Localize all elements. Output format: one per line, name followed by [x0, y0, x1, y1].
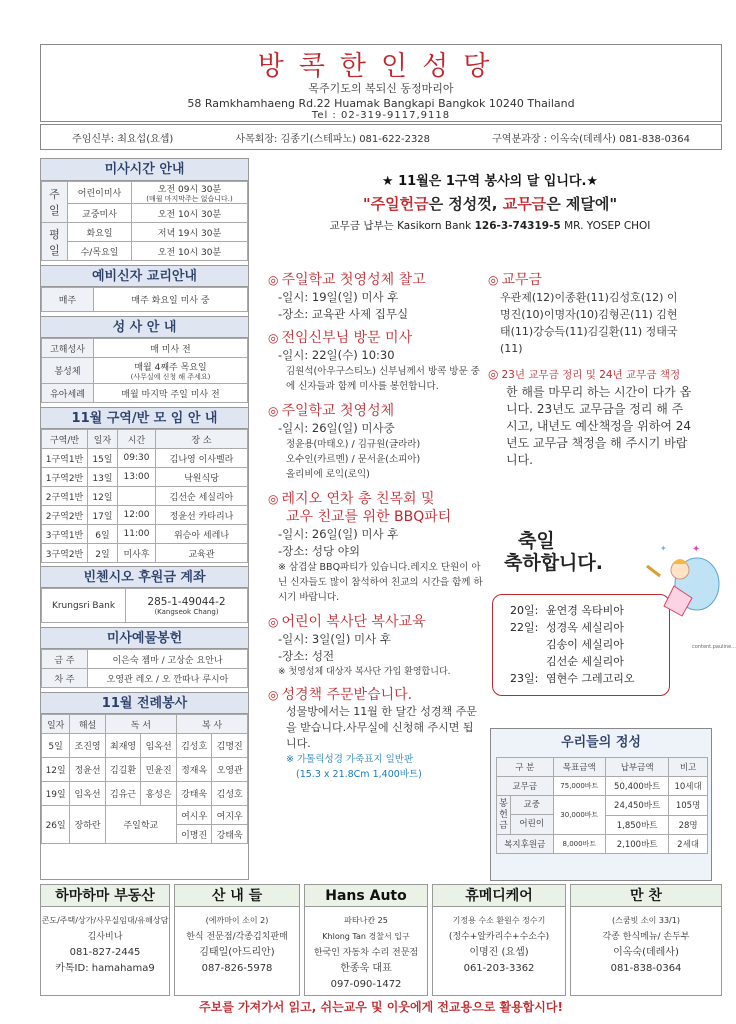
- ad-body: [571, 907, 721, 977]
- table-cell: 13일: [88, 468, 118, 487]
- offering-box: [490, 728, 712, 881]
- bullet-icon: ◎: [268, 492, 279, 506]
- table-cell: 여지우: [212, 806, 248, 825]
- column-header: 구역/반: [42, 430, 88, 449]
- gathering-table: [41, 429, 248, 563]
- s3-date: -일시: 26일(일) 미사중: [278, 421, 395, 435]
- table-cell: 김나영 이사벨라: [156, 449, 248, 468]
- ad-body: [175, 907, 299, 977]
- table-cell: 3구역2반: [42, 544, 88, 563]
- table-cell: 김명진: [212, 734, 248, 758]
- kids-time: 오전 09시 30분 (매월 마지막주는 없습니다.): [132, 182, 248, 204]
- table-row: [42, 449, 248, 468]
- column-header: 일자: [88, 430, 118, 449]
- footer: [40, 884, 722, 1016]
- offering-label-vertical: 봉헌금: [499, 798, 508, 831]
- s5-note: ※ 첫영성체 대상자 복사단 가입 환영합니다.: [278, 667, 451, 677]
- table-cell: 17일: [88, 506, 118, 525]
- column-header: 목표금액: [553, 758, 606, 777]
- catechumen-table: 매주 매주 화요일 미사 중: [41, 287, 248, 312]
- table-cell: 2구역1반: [42, 487, 88, 506]
- table-cell: 1구역1반: [42, 449, 88, 468]
- bullet-icon: ◎: [488, 273, 499, 287]
- list-item: 김송이 세실리아: [546, 638, 624, 651]
- table-row: [42, 525, 248, 544]
- table-cell: 정재옥: [176, 758, 212, 782]
- table-header: [42, 715, 248, 734]
- offering-title: 우리들의 정성: [561, 735, 641, 750]
- bank-info: 교무금 납부는 Kasikorn Bank 126-3-74319-5 MR. YOSEP CHOI: [329, 220, 651, 232]
- ad-line: 087-826-5978: [201, 963, 273, 974]
- table-cell: 주일학교: [105, 806, 176, 844]
- s5-title: ◎ 어린이 복사단 복사교육: [268, 614, 426, 630]
- liturgy-table: [41, 714, 248, 844]
- table-cell: 12일: [88, 487, 118, 506]
- table-cell: 교육관: [156, 544, 248, 563]
- header: [40, 44, 722, 122]
- s8-title: ◎ 23년 교무금 정리 및 24년 교무금 책정: [488, 367, 681, 381]
- birthday-list: [510, 602, 635, 687]
- column-header: 장 소: [156, 430, 248, 449]
- ad-box: [40, 884, 170, 996]
- svg-text:✦: ✦: [660, 544, 667, 553]
- sacrament-table: 고해성사 매 미사 전 봉성체 매월 4째주 목요일 (사무실에 신청 해 주세요) 유아세례 매월 마지막 주일 미사 전: [41, 338, 248, 403]
- table-row: [42, 544, 248, 563]
- table-cell: 위승아 세레나: [156, 525, 248, 544]
- ad-name: 하마하마 부동산: [41, 885, 169, 907]
- table-cell: 3구역1반: [42, 525, 88, 544]
- staff-bar: [40, 124, 722, 150]
- s2-desc: 김원석(아우구스티노) 신부님께서 방콕 방문 중에 신자들과 함께 미사를 봉헌합니다.: [286, 366, 480, 392]
- s2-title: ◎ 전임신부님 방문 미사: [268, 330, 413, 346]
- general-time: 오전 10시 30분: [132, 204, 248, 223]
- vincent-title: 빈첸시오 후원금 계좌: [41, 566, 248, 588]
- announcements-right: [488, 271, 720, 469]
- table-cell: 미사후: [118, 544, 156, 563]
- table-row: [42, 734, 248, 758]
- ad-line: 한종욱 대표: [340, 963, 392, 974]
- s2-date: -일시: 22일(수) 10:30: [278, 348, 395, 362]
- ad-box: [570, 884, 722, 996]
- sacrament-title: 성 사 안 내: [41, 316, 248, 338]
- table-cell: 김성호: [212, 782, 248, 806]
- ad-line: 한국인 자동차 수리 전문점: [313, 948, 419, 958]
- table-cell: 임옥선: [141, 734, 177, 758]
- pastor: 주임신부: 최요섭(요셉): [72, 133, 174, 145]
- ad-line: (에까마이 소이 2): [205, 916, 269, 925]
- s6-note: ※ 가톨릭성경 가죽표지 일반판: [286, 754, 414, 765]
- mass-table: [41, 181, 248, 261]
- ad-name: Hans Auto: [305, 885, 427, 907]
- tue-label: 화요일: [68, 223, 132, 242]
- birthday-title-2: 축하합니다.: [504, 552, 603, 574]
- table-cell: 여시우: [176, 806, 212, 825]
- table-cell: 19일: [42, 782, 70, 806]
- table-cell: 정윤선: [70, 758, 106, 782]
- table-row: [42, 487, 248, 506]
- s4-date: -일시: 26일(일) 미사 후: [278, 527, 399, 541]
- sunday-label: 주 일: [42, 182, 68, 223]
- birthday-title-1: 축일: [518, 530, 555, 552]
- s4-note: ※ 삼겹살 BBQ파티가 있습니다.레지오 단원이 아닌 신자들도 많이 참석하여 친교의 시간을 함께 하시기 바랍니다.: [278, 562, 483, 603]
- table-cell: 김선순 세실리아: [156, 487, 248, 506]
- list-item: 김선순 세실리아: [546, 655, 624, 668]
- vincent-table: Krungsri Bank 285-1-49044-2 (Kangseok Chang): [41, 588, 248, 623]
- bullet-icon: ◎: [268, 273, 279, 287]
- table-cell: 오영관: [212, 758, 248, 782]
- column-header: 복 사: [176, 715, 247, 734]
- ad-line: Khlong Tan 경찰서 입구: [322, 932, 410, 941]
- ad-line: 한식 전문점/각종김치판매: [186, 932, 288, 942]
- wedsat-time: 오전 10시 30분: [132, 242, 248, 261]
- table-cell: 26일: [42, 806, 70, 844]
- wedsat-label: 수/목요일: [68, 242, 132, 261]
- right-column: [258, 158, 736, 850]
- list-item: 23일: 염현수 그레고리오: [510, 672, 635, 685]
- s3-title: ◎ 주일학교 첫영성체: [268, 403, 395, 419]
- s1-place: -장소: 교육관 사제 집무실: [278, 307, 409, 321]
- table-cell: 김길환: [105, 758, 141, 782]
- ad-line: 081-827-2445: [69, 947, 141, 958]
- ad-line: 카톡ID: hamahama9: [55, 963, 155, 974]
- column-header: 시간: [118, 430, 156, 449]
- service-table: 금 주 이은숙 젬마 / 고상순 요안나 차 주 오영관 레오 / 오 깐따나 루시아: [41, 649, 248, 688]
- ad-line: 이명진 (요셉): [469, 947, 529, 958]
- table-cell: 13:00: [118, 468, 156, 487]
- announcements-left: [268, 271, 483, 782]
- offering-table: 구 분 목표금액 납부금액 비고 교무금 75,000바트 50,400바트 10세대 봉헌금 교중 어린이 30,000바트 24,450바트 105명 1,850바트 28명 복지후원금 8,000바트 2,100바트 2세대: [496, 757, 708, 854]
- table-cell: 장하란: [70, 806, 106, 844]
- table-cell: 15일: [88, 449, 118, 468]
- table-cell: 정윤선 카타리나: [156, 506, 248, 525]
- column-header: 납부금액: [606, 758, 669, 777]
- kids-mass: 어린이미사: [68, 182, 132, 204]
- weekday-label: 평 일: [42, 223, 68, 261]
- ad-line: 061-203-3362: [463, 963, 535, 974]
- ad-line: 김태일(아드리안): [199, 947, 275, 958]
- table-cell: 김성호: [176, 734, 212, 758]
- left-column: [40, 158, 249, 880]
- column-header: 일자: [42, 715, 70, 734]
- liturgy-title: 11월 전례봉사: [41, 692, 248, 714]
- ad-line: 이옥숙(데레사): [613, 947, 679, 958]
- ad-name: 산 내 들: [175, 885, 299, 907]
- table-row: [42, 506, 248, 525]
- s3-names-1: 정윤용(마태오) / 김규원(글라라): [286, 439, 421, 450]
- month-notice: ★ 11월은 1구역 봉사의 달 입니다.★: [381, 174, 599, 189]
- table-cell: 강태욱: [176, 782, 212, 806]
- s1-title: ◎ 주일학교 첫영성체 찰고: [268, 272, 426, 288]
- bullet-icon: ◎: [488, 367, 499, 381]
- bullet-icon: ◎: [268, 331, 279, 345]
- table-cell: 낙원식당: [156, 468, 248, 487]
- bullet-icon: ◎: [268, 404, 279, 418]
- s6-title: ◎ 성경책 주문받습니다.: [268, 687, 413, 703]
- gathering-title: 11월 구역/반 모 임 안 내: [41, 407, 248, 429]
- ad-line: 파타나칸 25: [344, 916, 388, 925]
- ad-name: 만 찬: [571, 885, 721, 907]
- table-cell: 11:00: [118, 525, 156, 544]
- image-credit: content.pauline...: [692, 644, 736, 650]
- ad-body: [41, 907, 169, 977]
- ad-box: [304, 884, 428, 996]
- column-header: 해설: [70, 715, 106, 734]
- table-cell: 09:30: [118, 449, 156, 468]
- list-item: 22일: 성경옥 세실리아: [510, 621, 624, 634]
- column-header: 구 분: [497, 758, 554, 777]
- svg-text:✦: ✦: [692, 544, 701, 555]
- table-header: [42, 430, 248, 449]
- ad-body: [433, 907, 565, 977]
- s5-date: -일시: 3일(일) 미사 후: [278, 632, 392, 646]
- column-header: 독 서: [105, 715, 176, 734]
- list-item: 20일: 윤연경 옥타비아: [510, 604, 624, 617]
- offering-slogan: "주일헌금은 정성껏, 교무금은 제달에": [362, 195, 618, 213]
- ad-line: 김사비나: [87, 932, 123, 942]
- table-row: [42, 806, 248, 825]
- ad-body: [305, 907, 427, 993]
- table-cell: 이명진: [176, 825, 212, 844]
- table-row: [42, 758, 248, 782]
- ad-line: 콘도/주택/상가/사무실임대/유해상담: [41, 916, 169, 925]
- table-row: [42, 782, 248, 806]
- table-cell: 임옥선: [70, 782, 106, 806]
- table-row: [42, 468, 248, 487]
- s4-title-2: 교우 친교를 위한 BBQ파티: [286, 509, 452, 525]
- service-title: 미사예물봉헌: [41, 627, 248, 649]
- bullet-icon: ◎: [268, 688, 279, 702]
- council-head: 사목회장: 김종기(스테파노) 081-622-2328: [235, 133, 431, 145]
- ad-line: 081-838-0364: [610, 963, 682, 974]
- ad-line: (스쿰빗 소이 33/1): [612, 916, 680, 925]
- ad-line: 기정용 수소 환원수 정수기: [452, 916, 546, 925]
- table-cell: [118, 487, 156, 506]
- table-cell: 2구역2반: [42, 506, 88, 525]
- s8-body: 한 해를 마무리 하는 시간이 다가 옵니다. 23년도 교무금을 정리 해 주시고, 내년도 예산책정을 위하여 24년도 교무금 책정을 해 주시기 바랍니다.: [506, 385, 692, 467]
- ad-name: 휴메디케어: [433, 885, 565, 907]
- s7-title: ◎ 교무금: [488, 272, 543, 288]
- s4-place: -장소: 성당 야외: [278, 544, 360, 558]
- church-address: 58 Ramkhamhaeng Rd.22 Huamak Bangkapi Bangkok 10240 Thailand: [187, 97, 575, 110]
- s3-names-2: 오수인(카르멘) / 문서윤(소피아): [286, 454, 421, 465]
- table-cell: 1구역2반: [42, 468, 88, 487]
- church-title: 방콕한인성당: [257, 51, 505, 82]
- table-cell: 12일: [42, 758, 70, 782]
- ad-line: 097-090-1472: [330, 979, 402, 990]
- district-head: 구역분과장 : 이옥숙(데레사) 081-838-0364: [492, 133, 690, 145]
- table-cell: 조진영: [70, 734, 106, 758]
- table-cell: 6일: [88, 525, 118, 544]
- ad-box: [174, 884, 300, 996]
- s6-size: (15.3 x 21.8Cm 1,400바트): [296, 769, 422, 780]
- s5-place: -장소: 성전: [278, 649, 335, 663]
- table-cell: 5일: [42, 734, 70, 758]
- table-cell: 홍성은: [141, 782, 177, 806]
- s7-names: 우관제(12)이종환(11)김성호(12) 이명진(10)이명자(10)김형곤(11) 김현태(11)강승득(11)김길환(11) 정태국(11): [500, 291, 678, 355]
- mass-title: 미사시간 안내: [41, 159, 248, 181]
- table-cell: 최재영: [105, 734, 141, 758]
- s6-desc: 성물방에서는 11월 한 달간 성경책 주문을 받습니다.사무실에 신청해 주시면 됩니다.: [286, 705, 477, 750]
- s4-title: ◎ 레지오 연차 총 친목회 및: [268, 491, 435, 507]
- bullet-icon: ◎: [268, 615, 279, 629]
- ad-line: (정수+알카리수+수소수): [448, 932, 550, 942]
- column-header: 비고: [669, 758, 708, 777]
- closing-slogan: 주보를 가져가서 읽고, 쉬는교우 및 이웃에게 전교용으로 활용합시다!: [199, 1000, 563, 1014]
- general-mass: 교중미사: [68, 204, 132, 223]
- tue-time: 저녁 19시 30분: [132, 223, 248, 242]
- table-cell: 민윤진: [141, 758, 177, 782]
- table-cell: 김유근: [105, 782, 141, 806]
- church-tel: Tel : 02-319-9117,9118: [311, 110, 451, 121]
- s1-date: -일시: 19일(일) 미사 후: [278, 290, 399, 304]
- ad-box: [432, 884, 566, 996]
- table-cell: 2일: [88, 544, 118, 563]
- birthday-box: [504, 530, 736, 725]
- angel-icon: [652, 536, 722, 646]
- catechumen-title: 예비신자 교리안내: [41, 265, 248, 287]
- church-subtitle: 목주기도의 복되신 동정마리아: [308, 82, 454, 95]
- s3-names-3: 올리비에 로익(로익): [286, 469, 370, 480]
- table-cell: 강태욱: [212, 825, 248, 844]
- ad-line: 각종 한식메뉴/ 손두부: [602, 932, 690, 942]
- table-cell: 12:00: [118, 506, 156, 525]
